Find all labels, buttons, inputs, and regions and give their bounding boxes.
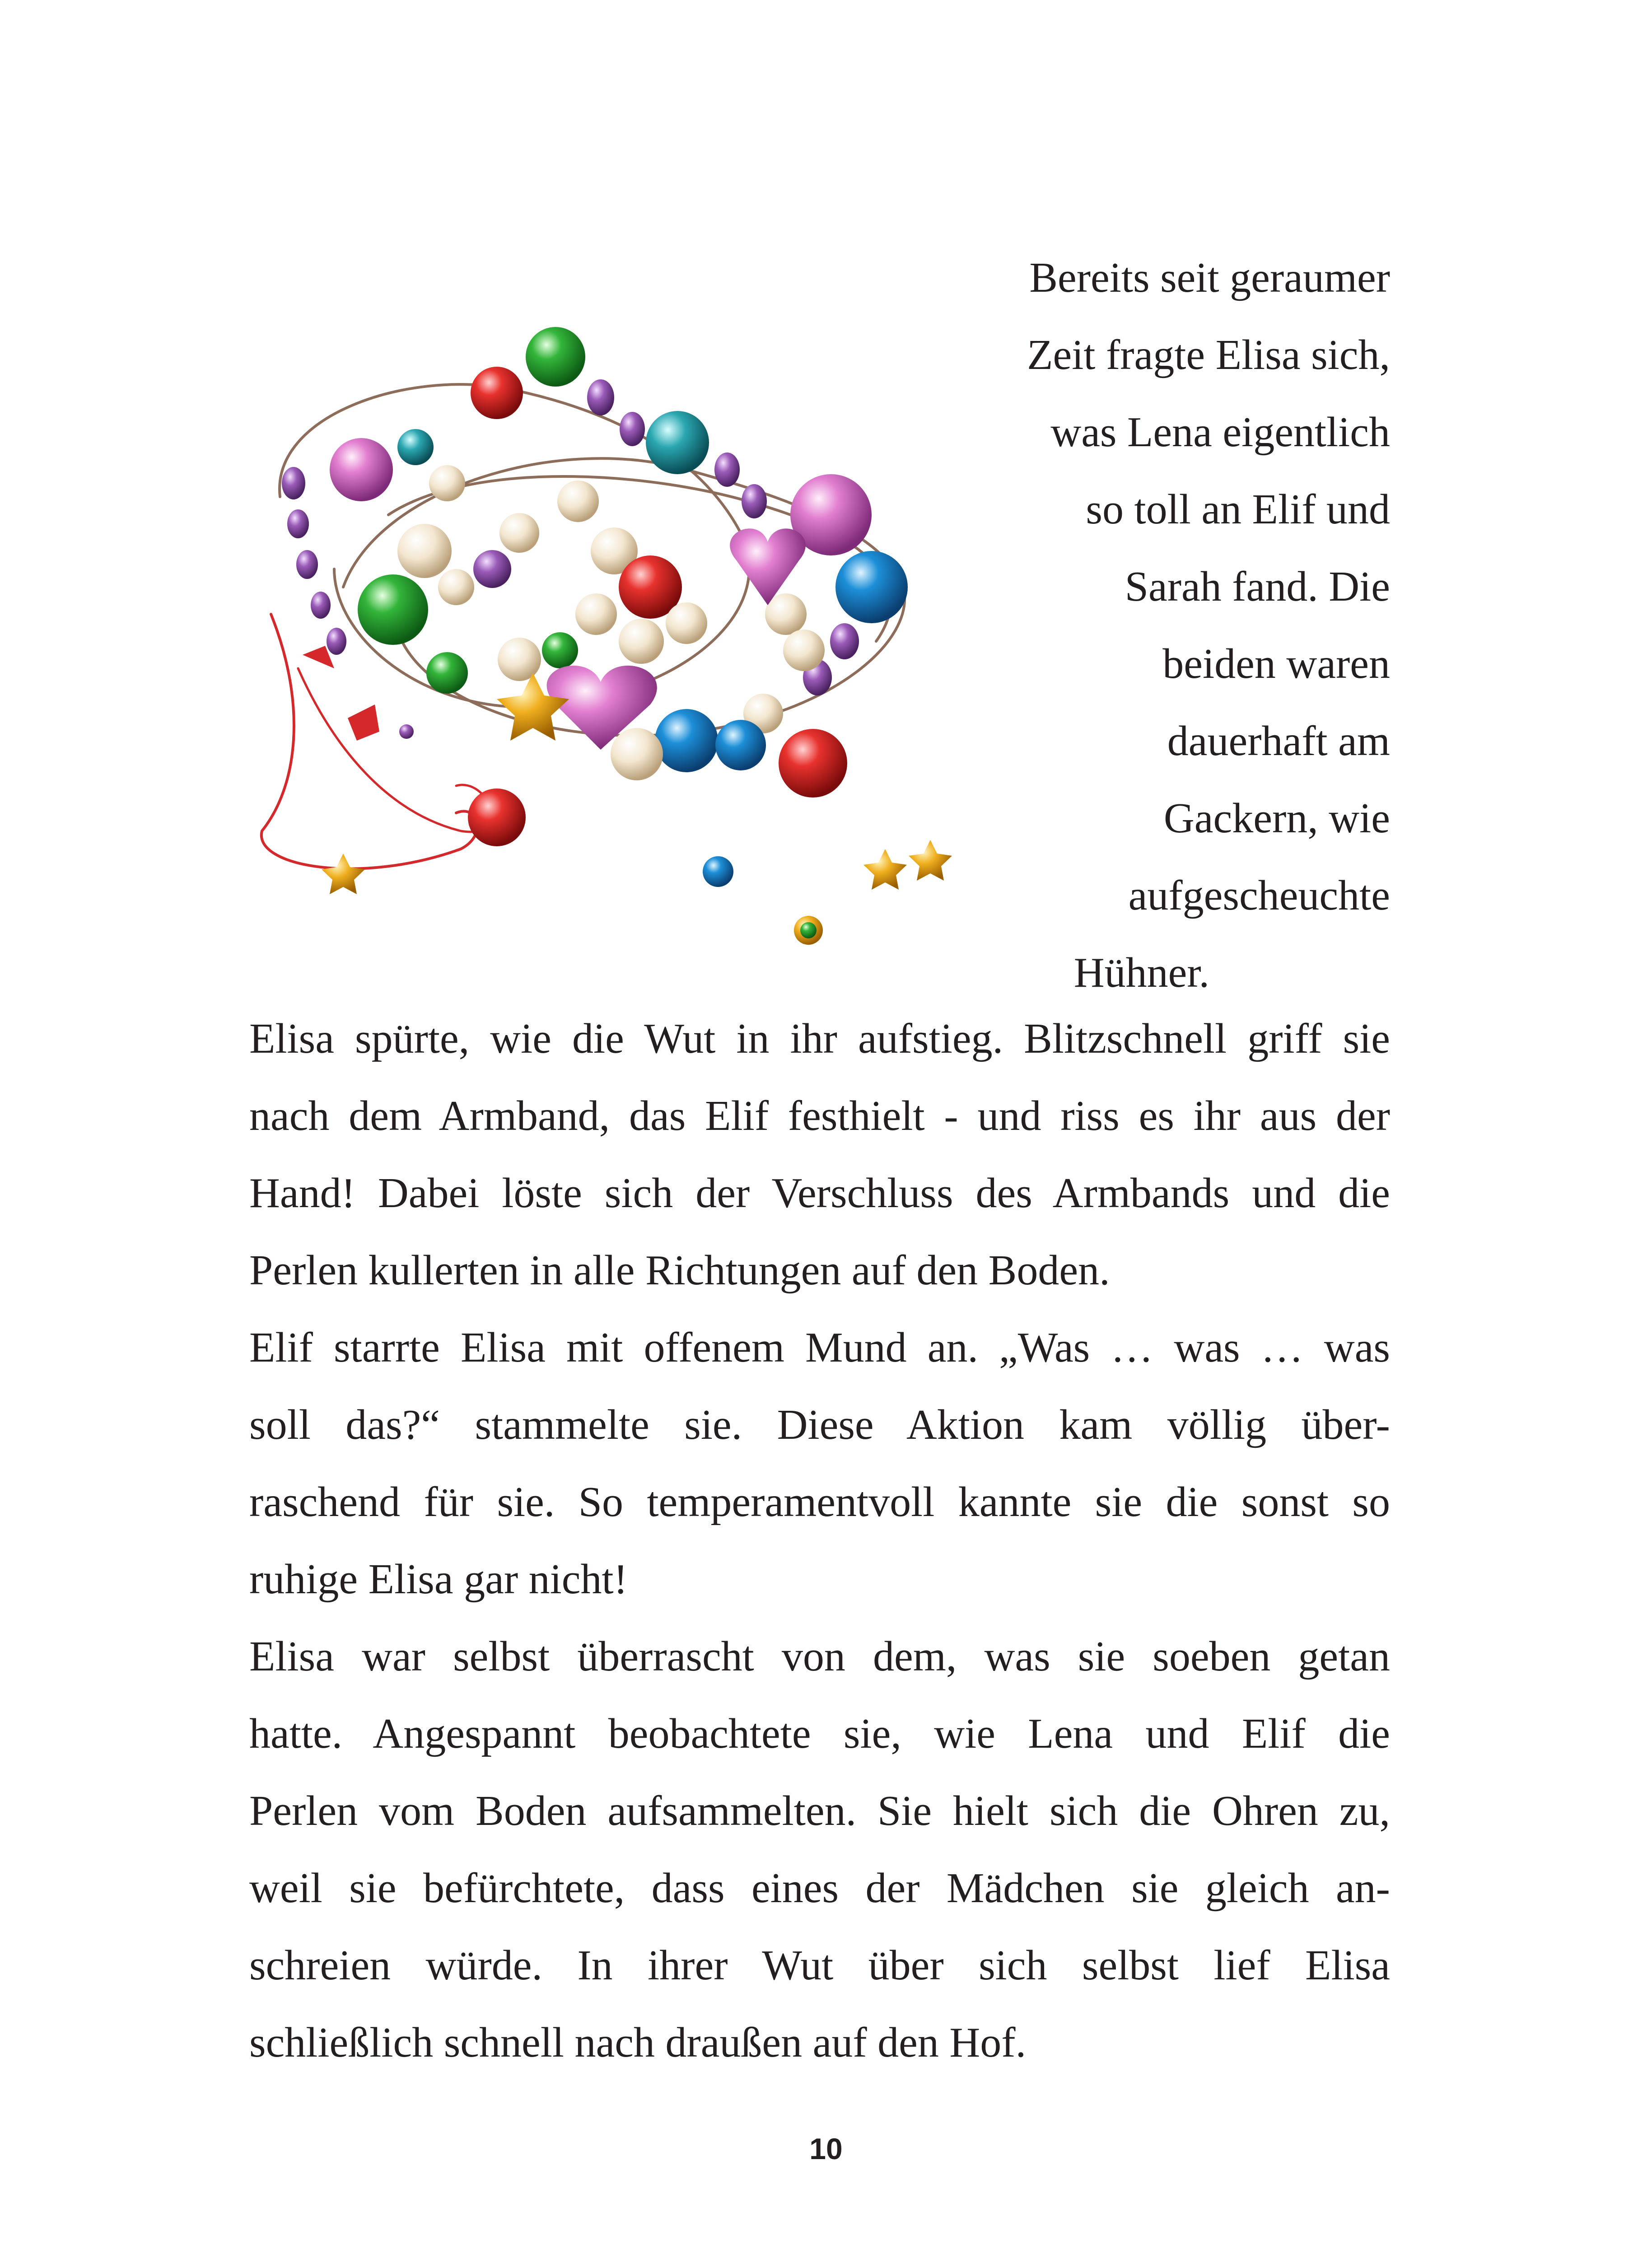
text-line: raschend für sie. So temperamentvoll kannte sie die sonst so	[249, 1479, 1390, 1526]
wrapped-intro-text	[713, 239, 1390, 1012]
text-line: aufgescheuchte	[1128, 872, 1390, 919]
paragraph	[249, 1309, 1390, 1618]
text-line: ruhige Elisa gar nicht!	[249, 1556, 628, 1603]
text-line: soll das?“ stammelte sie. Diese Aktion kam völlig über-	[249, 1401, 1390, 1448]
text-line: schließlich schnell nach draußen auf den Hof.	[249, 2019, 1027, 2066]
text-line: nach dem Armband, das Elif festhielt - und riss es ihr aus der	[249, 1092, 1390, 1139]
text-line: was Lena eigentlich	[1050, 409, 1390, 456]
text-line: Elif starrte Elisa mit offenem Mund an. „Was … was … was	[249, 1324, 1390, 1371]
text-line: schreien würde. In ihrer Wut über sich selbst lief Elisa	[249, 1942, 1390, 1989]
text-line: weil sie befürchtete, dass eines der Mädchen sie gleich an-	[249, 1865, 1390, 1912]
paragraph	[249, 1000, 1390, 1309]
text-line: Elisa spürte, wie die Wut in ihr aufstieg. Blitzschnell griff sie	[249, 1015, 1390, 1062]
paragraph	[249, 1618, 1390, 2081]
text-line: so toll an Elif und	[1086, 486, 1390, 533]
text-line: Perlen vom Boden aufsammelten. Sie hielt sich die Ohren zu,	[249, 1787, 1390, 1834]
text-line: Zeit fragte Elisa sich,	[1027, 331, 1390, 378]
text-line: hatte. Angespannt beobachtete sie, wie Lena und Elif die	[249, 1710, 1390, 1757]
text-line: dauerhaft am	[1167, 718, 1390, 765]
text-line: Bereits seit geraumer	[1029, 254, 1390, 301]
text-line: beiden waren	[1162, 640, 1390, 687]
text-line: Hühner.	[1073, 949, 1209, 996]
text-line: Perlen kullerten in alle Richtungen auf den Boden.	[249, 1247, 1110, 1294]
story-body	[249, 1000, 1390, 2081]
text-line: Gackern, wie	[1163, 795, 1390, 842]
text-line: Hand! Dabei löste sich der Verschluss des Armbands und die	[249, 1170, 1390, 1217]
page-number: 10	[809, 2132, 843, 2165]
text-line: Elisa war selbst überrascht von dem, was sie soeben getan	[249, 1633, 1390, 1680]
text-line: Sarah fand. Die	[1125, 563, 1390, 610]
